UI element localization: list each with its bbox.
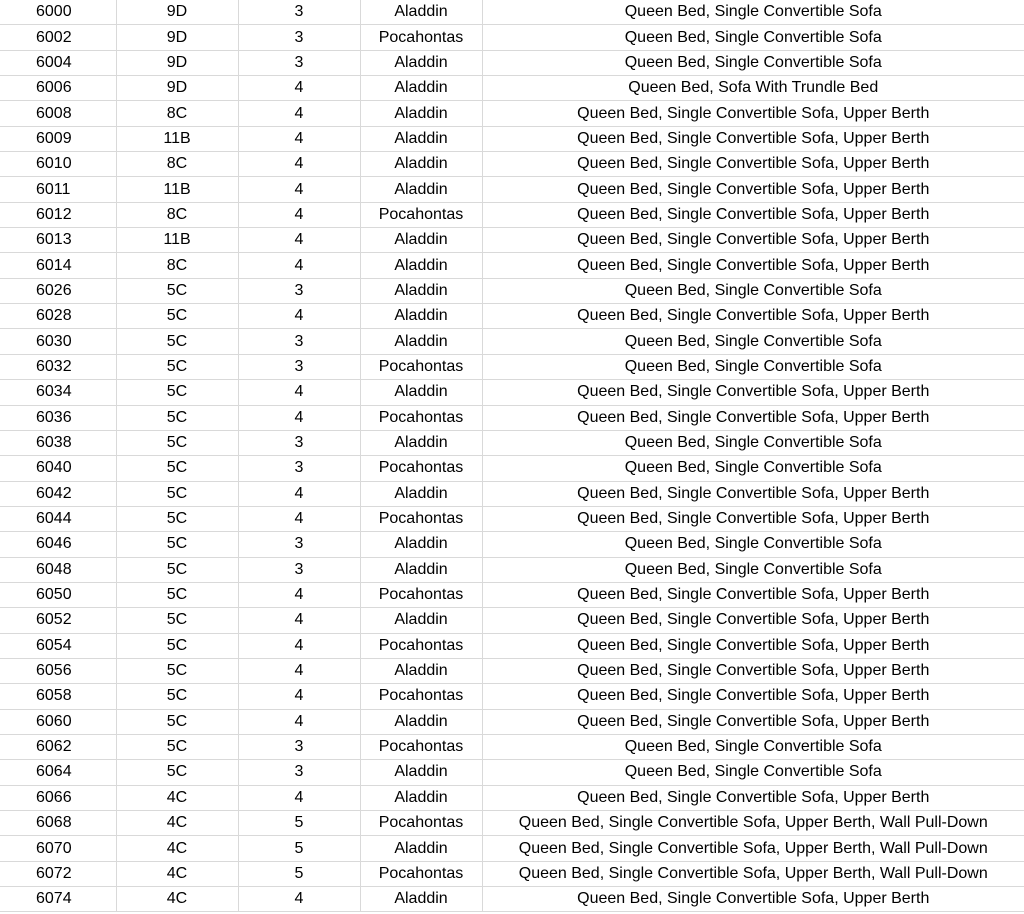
- room-number-cell[interactable]: 6068: [0, 811, 116, 836]
- occupancy-cell[interactable]: 4: [238, 633, 360, 658]
- theme-cell[interactable]: Pocahontas: [360, 354, 482, 379]
- table-row: [0, 329, 1024, 354]
- theme-cell[interactable]: Aladdin: [360, 557, 482, 582]
- room-number-cell[interactable]: 6058: [0, 684, 116, 709]
- theme-cell[interactable]: Aladdin: [360, 228, 482, 253]
- table-row: [0, 734, 1024, 759]
- theme-cell[interactable]: Pocahontas: [360, 456, 482, 481]
- table-row: [0, 430, 1024, 455]
- room-number-cell[interactable]: 6044: [0, 506, 116, 531]
- room-number-cell[interactable]: 6004: [0, 50, 116, 75]
- table-row: [0, 481, 1024, 506]
- room-number-cell[interactable]: 6010: [0, 152, 116, 177]
- category-cell[interactable]: 5C: [116, 658, 238, 683]
- table-row: [0, 836, 1024, 861]
- category-cell[interactable]: 8C: [116, 253, 238, 278]
- category-cell[interactable]: 5C: [116, 582, 238, 607]
- theme-cell[interactable]: Aladdin: [360, 304, 482, 329]
- theme-cell[interactable]: Aladdin: [360, 532, 482, 557]
- bedding-cell[interactable]: Queen Bed, Single Convertible Sofa, Upper Berth, Wall Pull-Down: [482, 836, 1024, 861]
- occupancy-cell[interactable]: 3: [238, 25, 360, 50]
- occupancy-cell[interactable]: 5: [238, 861, 360, 886]
- bedding-cell[interactable]: Queen Bed, Single Convertible Sofa: [482, 557, 1024, 582]
- occupancy-cell[interactable]: 3: [238, 532, 360, 557]
- bedding-cell[interactable]: Queen Bed, Single Convertible Sofa, Upper Berth: [482, 684, 1024, 709]
- occupancy-cell[interactable]: 4: [238, 506, 360, 531]
- category-cell[interactable]: 9D: [116, 25, 238, 50]
- category-cell[interactable]: 5C: [116, 709, 238, 734]
- bedding-cell[interactable]: Queen Bed, Single Convertible Sofa: [482, 354, 1024, 379]
- theme-cell[interactable]: Aladdin: [360, 126, 482, 151]
- theme-cell[interactable]: Aladdin: [360, 0, 482, 25]
- room-number-cell[interactable]: 6054: [0, 633, 116, 658]
- occupancy-cell[interactable]: 4: [238, 887, 360, 912]
- bedding-cell[interactable]: Queen Bed, Single Convertible Sofa: [482, 430, 1024, 455]
- category-cell[interactable]: 11B: [116, 126, 238, 151]
- category-cell[interactable]: 9D: [116, 76, 238, 101]
- room-number-cell[interactable]: 6062: [0, 734, 116, 759]
- table-row: [0, 76, 1024, 101]
- occupancy-cell[interactable]: 4: [238, 101, 360, 126]
- theme-cell[interactable]: Aladdin: [360, 836, 482, 861]
- occupancy-cell[interactable]: 3: [238, 557, 360, 582]
- category-cell[interactable]: 5C: [116, 557, 238, 582]
- bedding-cell[interactable]: Queen Bed, Sofa With Trundle Bed: [482, 76, 1024, 101]
- table-row: [0, 304, 1024, 329]
- table-row: [0, 354, 1024, 379]
- bedding-cell[interactable]: Queen Bed, Single Convertible Sofa: [482, 329, 1024, 354]
- table-row: [0, 152, 1024, 177]
- category-cell[interactable]: 5C: [116, 430, 238, 455]
- bedding-cell[interactable]: Queen Bed, Single Convertible Sofa: [482, 0, 1024, 25]
- theme-cell[interactable]: Aladdin: [360, 253, 482, 278]
- table-row: [0, 278, 1024, 303]
- table-row: [0, 506, 1024, 531]
- theme-cell[interactable]: Aladdin: [360, 278, 482, 303]
- category-cell[interactable]: 5C: [116, 304, 238, 329]
- occupancy-cell[interactable]: 3: [238, 456, 360, 481]
- theme-cell[interactable]: Pocahontas: [360, 202, 482, 227]
- category-cell[interactable]: 5C: [116, 481, 238, 506]
- room-number-cell[interactable]: 6030: [0, 329, 116, 354]
- theme-cell[interactable]: Aladdin: [360, 152, 482, 177]
- category-cell[interactable]: 8C: [116, 101, 238, 126]
- bedding-cell[interactable]: Queen Bed, Single Convertible Sofa, Upper Berth: [482, 887, 1024, 912]
- theme-cell[interactable]: Pocahontas: [360, 861, 482, 886]
- table-row: [0, 785, 1024, 810]
- category-cell[interactable]: 5C: [116, 532, 238, 557]
- table-row: [0, 532, 1024, 557]
- table-row: [0, 557, 1024, 582]
- theme-cell[interactable]: Aladdin: [360, 481, 482, 506]
- category-cell[interactable]: 5C: [116, 608, 238, 633]
- bedding-cell[interactable]: Queen Bed, Single Convertible Sofa, Upper Berth: [482, 506, 1024, 531]
- category-cell[interactable]: 9D: [116, 0, 238, 25]
- table-row: [0, 760, 1024, 785]
- theme-cell[interactable]: Pocahontas: [360, 734, 482, 759]
- room-number-cell[interactable]: 6070: [0, 836, 116, 861]
- table-row: [0, 861, 1024, 886]
- occupancy-cell[interactable]: 3: [238, 760, 360, 785]
- bedding-cell[interactable]: Queen Bed, Single Convertible Sofa, Upper Berth: [482, 253, 1024, 278]
- room-number-cell[interactable]: 6048: [0, 557, 116, 582]
- room-number-cell[interactable]: 6046: [0, 532, 116, 557]
- bedding-cell[interactable]: Queen Bed, Single Convertible Sofa, Upper Berth: [482, 633, 1024, 658]
- bedding-cell[interactable]: Queen Bed, Single Convertible Sofa, Upper Berth, Wall Pull-Down: [482, 861, 1024, 886]
- bedding-cell[interactable]: Queen Bed, Single Convertible Sofa, Upper Berth, Wall Pull-Down: [482, 811, 1024, 836]
- bedding-cell[interactable]: Queen Bed, Single Convertible Sofa, Upper Berth: [482, 304, 1024, 329]
- occupancy-cell[interactable]: 4: [238, 380, 360, 405]
- theme-cell[interactable]: Pocahontas: [360, 582, 482, 607]
- occupancy-cell[interactable]: 4: [238, 202, 360, 227]
- occupancy-cell[interactable]: 5: [238, 836, 360, 861]
- category-cell[interactable]: 4C: [116, 811, 238, 836]
- room-number-cell[interactable]: 6038: [0, 430, 116, 455]
- occupancy-cell[interactable]: 3: [238, 329, 360, 354]
- occupancy-cell[interactable]: 4: [238, 126, 360, 151]
- table-row: [0, 456, 1024, 481]
- theme-cell[interactable]: Pocahontas: [360, 25, 482, 50]
- theme-cell[interactable]: Aladdin: [360, 709, 482, 734]
- table-row: [0, 253, 1024, 278]
- occupancy-cell[interactable]: 3: [238, 430, 360, 455]
- bedding-cell[interactable]: Queen Bed, Single Convertible Sofa, Upper Berth: [482, 405, 1024, 430]
- theme-cell[interactable]: Aladdin: [360, 76, 482, 101]
- theme-cell[interactable]: Aladdin: [360, 50, 482, 75]
- theme-cell[interactable]: Aladdin: [360, 177, 482, 202]
- bedding-cell[interactable]: Queen Bed, Single Convertible Sofa: [482, 278, 1024, 303]
- room-number-cell[interactable]: 6072: [0, 861, 116, 886]
- table-row: [0, 658, 1024, 683]
- category-cell[interactable]: 4C: [116, 861, 238, 886]
- occupancy-cell[interactable]: 3: [238, 734, 360, 759]
- room-number-cell[interactable]: 6012: [0, 202, 116, 227]
- room-number-cell[interactable]: 6064: [0, 760, 116, 785]
- room-number-cell[interactable]: 6040: [0, 456, 116, 481]
- occupancy-cell[interactable]: 4: [238, 304, 360, 329]
- occupancy-cell[interactable]: 4: [238, 582, 360, 607]
- table-row: [0, 202, 1024, 227]
- table-row: [0, 228, 1024, 253]
- theme-cell[interactable]: Aladdin: [360, 608, 482, 633]
- category-cell[interactable]: 5C: [116, 329, 238, 354]
- bedding-cell[interactable]: Queen Bed, Single Convertible Sofa, Upper Berth: [482, 709, 1024, 734]
- bedding-cell[interactable]: Queen Bed, Single Convertible Sofa, Upper Berth: [482, 101, 1024, 126]
- bedding-cell[interactable]: Queen Bed, Single Convertible Sofa, Upper Berth: [482, 126, 1024, 151]
- theme-cell[interactable]: Pocahontas: [360, 633, 482, 658]
- category-cell[interactable]: 5C: [116, 354, 238, 379]
- theme-cell[interactable]: Pocahontas: [360, 811, 482, 836]
- bedding-cell[interactable]: Queen Bed, Single Convertible Sofa, Upper Berth: [482, 608, 1024, 633]
- category-cell[interactable]: 5C: [116, 633, 238, 658]
- category-cell[interactable]: 4C: [116, 887, 238, 912]
- bedding-cell[interactable]: Queen Bed, Single Convertible Sofa: [482, 25, 1024, 50]
- room-number-cell[interactable]: 6008: [0, 101, 116, 126]
- occupancy-cell[interactable]: 4: [238, 228, 360, 253]
- theme-cell[interactable]: Aladdin: [360, 430, 482, 455]
- occupancy-cell[interactable]: 4: [238, 785, 360, 810]
- occupancy-cell[interactable]: 4: [238, 709, 360, 734]
- category-cell[interactable]: 5C: [116, 456, 238, 481]
- theme-cell[interactable]: Aladdin: [360, 101, 482, 126]
- room-number-cell[interactable]: 6042: [0, 481, 116, 506]
- theme-cell[interactable]: Pocahontas: [360, 405, 482, 430]
- room-number-cell[interactable]: 6036: [0, 405, 116, 430]
- theme-cell[interactable]: Aladdin: [360, 380, 482, 405]
- bedding-cell[interactable]: Queen Bed, Single Convertible Sofa: [482, 532, 1024, 557]
- occupancy-cell[interactable]: 3: [238, 278, 360, 303]
- bedding-cell[interactable]: Queen Bed, Single Convertible Sofa: [482, 760, 1024, 785]
- bedding-cell[interactable]: Queen Bed, Single Convertible Sofa, Upper Berth: [482, 177, 1024, 202]
- room-number-cell[interactable]: 6000: [0, 0, 116, 25]
- category-cell[interactable]: 5C: [116, 506, 238, 531]
- room-number-cell[interactable]: 6056: [0, 658, 116, 683]
- category-cell[interactable]: 5C: [116, 278, 238, 303]
- room-number-cell[interactable]: 6026: [0, 278, 116, 303]
- occupancy-cell[interactable]: 3: [238, 0, 360, 25]
- occupancy-cell[interactable]: 4: [238, 253, 360, 278]
- occupancy-cell[interactable]: 4: [238, 177, 360, 202]
- occupancy-cell[interactable]: 4: [238, 481, 360, 506]
- table-row: [0, 811, 1024, 836]
- room-number-cell[interactable]: 6060: [0, 709, 116, 734]
- room-number-cell[interactable]: 6009: [0, 126, 116, 151]
- table-row: [0, 50, 1024, 75]
- category-cell[interactable]: 8C: [116, 202, 238, 227]
- room-number-cell[interactable]: 6028: [0, 304, 116, 329]
- occupancy-cell[interactable]: 4: [238, 658, 360, 683]
- room-number-cell[interactable]: 6052: [0, 608, 116, 633]
- table-row: [0, 25, 1024, 50]
- room-number-cell[interactable]: 6050: [0, 582, 116, 607]
- table-row: [0, 101, 1024, 126]
- occupancy-cell[interactable]: 3: [238, 354, 360, 379]
- bedding-cell[interactable]: Queen Bed, Single Convertible Sofa: [482, 50, 1024, 75]
- category-cell[interactable]: 5C: [116, 380, 238, 405]
- room-number-cell[interactable]: 6032: [0, 354, 116, 379]
- bedding-cell[interactable]: Queen Bed, Single Convertible Sofa, Upper Berth: [482, 582, 1024, 607]
- table-row: [0, 380, 1024, 405]
- category-cell[interactable]: 11B: [116, 177, 238, 202]
- theme-cell[interactable]: Aladdin: [360, 329, 482, 354]
- room-number-cell[interactable]: 6006: [0, 76, 116, 101]
- occupancy-cell[interactable]: 4: [238, 405, 360, 430]
- bedding-cell[interactable]: Queen Bed, Single Convertible Sofa: [482, 456, 1024, 481]
- category-cell[interactable]: 4C: [116, 836, 238, 861]
- table-row: [0, 405, 1024, 430]
- table-row: [0, 608, 1024, 633]
- occupancy-cell[interactable]: 4: [238, 608, 360, 633]
- occupancy-cell[interactable]: 4: [238, 152, 360, 177]
- bedding-cell[interactable]: Queen Bed, Single Convertible Sofa, Upper Berth: [482, 380, 1024, 405]
- table-row: [0, 633, 1024, 658]
- table-row: [0, 582, 1024, 607]
- category-cell[interactable]: 5C: [116, 684, 238, 709]
- bedding-cell[interactable]: Queen Bed, Single Convertible Sofa, Upper Berth: [482, 228, 1024, 253]
- table-row: [0, 887, 1024, 912]
- theme-cell[interactable]: Aladdin: [360, 785, 482, 810]
- category-cell[interactable]: 11B: [116, 228, 238, 253]
- theme-cell[interactable]: Pocahontas: [360, 684, 482, 709]
- bedding-cell[interactable]: Queen Bed, Single Convertible Sofa, Upper Berth: [482, 202, 1024, 227]
- category-cell[interactable]: 9D: [116, 50, 238, 75]
- table-row: [0, 177, 1024, 202]
- room-number-cell[interactable]: 6074: [0, 887, 116, 912]
- category-cell[interactable]: 8C: [116, 152, 238, 177]
- room-number-cell[interactable]: 6011: [0, 177, 116, 202]
- room-number-cell[interactable]: 6013: [0, 228, 116, 253]
- bedding-cell[interactable]: Queen Bed, Single Convertible Sofa: [482, 734, 1024, 759]
- occupancy-cell[interactable]: 3: [238, 50, 360, 75]
- table-row: [0, 0, 1024, 25]
- table-row: [0, 684, 1024, 709]
- room-number-cell[interactable]: 6014: [0, 253, 116, 278]
- category-cell[interactable]: 5C: [116, 405, 238, 430]
- category-cell[interactable]: 5C: [116, 760, 238, 785]
- bedding-cell[interactable]: Queen Bed, Single Convertible Sofa, Upper Berth: [482, 785, 1024, 810]
- bedding-cell[interactable]: Queen Bed, Single Convertible Sofa, Upper Berth: [482, 152, 1024, 177]
- theme-cell[interactable]: Pocahontas: [360, 506, 482, 531]
- category-cell[interactable]: 4C: [116, 785, 238, 810]
- theme-cell[interactable]: Aladdin: [360, 658, 482, 683]
- bedding-cell[interactable]: Queen Bed, Single Convertible Sofa, Upper Berth: [482, 658, 1024, 683]
- room-number-cell[interactable]: 6002: [0, 25, 116, 50]
- occupancy-cell[interactable]: 4: [238, 76, 360, 101]
- room-number-cell[interactable]: 6034: [0, 380, 116, 405]
- occupancy-cell[interactable]: 4: [238, 684, 360, 709]
- occupancy-cell[interactable]: 5: [238, 811, 360, 836]
- table-row: [0, 126, 1024, 151]
- room-number-cell[interactable]: 6066: [0, 785, 116, 810]
- table-row: [0, 709, 1024, 734]
- bedding-cell[interactable]: Queen Bed, Single Convertible Sofa, Upper Berth: [482, 481, 1024, 506]
- category-cell[interactable]: 5C: [116, 734, 238, 759]
- theme-cell[interactable]: Aladdin: [360, 760, 482, 785]
- theme-cell[interactable]: Aladdin: [360, 887, 482, 912]
